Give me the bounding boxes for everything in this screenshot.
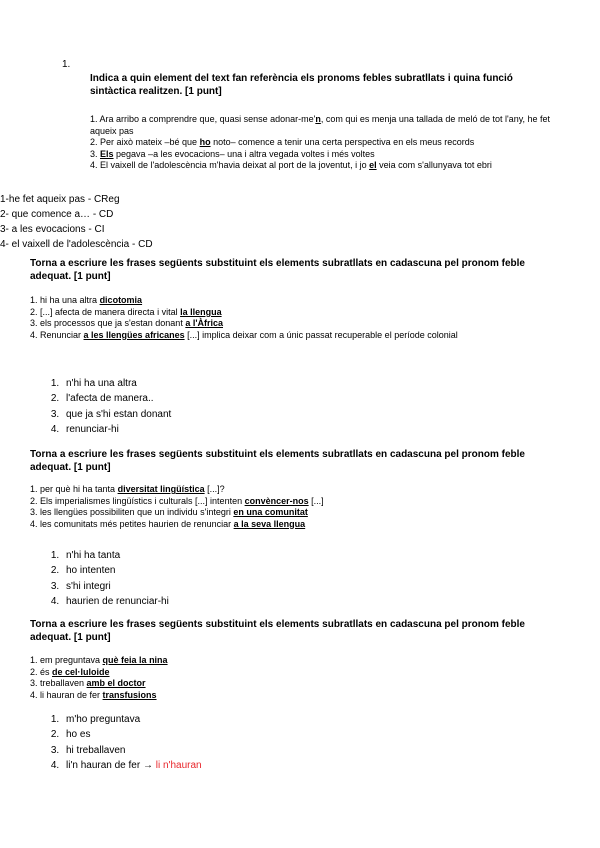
question-1-answers bbox=[0, 192, 153, 252]
answer-line: 4- el vaixell de l'adolescència - CD bbox=[0, 239, 153, 250]
question-4-heading: Torna a escriure les frases següents substituint els elements subratllats en cadascuna pel pronom feble adequat. [1 punt] bbox=[30, 619, 525, 643]
question-4-answers bbox=[30, 712, 202, 773]
sentence-3: 3. les llengües possibiliten que un individu s'integri en una comunitat bbox=[30, 507, 308, 517]
sentence-2: 2. [...] afecta de manera directa i vital la llengua bbox=[30, 306, 222, 317]
question-number: 1. bbox=[62, 59, 71, 70]
sentence-3: 3. treballaven amb el doctor bbox=[30, 678, 146, 688]
sentence-3: 3. els processos que ja s'estan donant a l'Àfrica bbox=[30, 318, 223, 328]
question-3-heading: Torna a escriure les frases següents substituint els elements subratllats en cadascuna pel pronom feble adequat. [1 punt] bbox=[30, 449, 525, 473]
answer-item: 2. ho intenten bbox=[62, 563, 169, 578]
sentence-4: 4. Renunciar a les llengües africanes [...] implica deixar com a únic passat recuperable el període colonial bbox=[30, 329, 458, 340]
sentence-2: 2. Els imperialismes lingüístics i culturals [...] intenten convèncer-nos [...] bbox=[30, 495, 324, 506]
answer-item: 3. hi treballaven bbox=[62, 743, 202, 758]
correction-text: li n'hauran bbox=[155, 759, 202, 771]
answer-item: 1. m'ho preguntava bbox=[62, 712, 202, 727]
sentence-1: 1. per què hi ha tanta diversitat lingüística [...]? bbox=[30, 484, 225, 494]
sentence-1: 1. Ara arribo a comprendre que, quasi sense adonar-me'n, com qui es menja una tallada de meló de tot l'any, he fet aqueix pas bbox=[90, 114, 551, 136]
question-3-answers bbox=[30, 548, 169, 609]
answer-item: 4. li'n hauran de fer → li n'hauran bbox=[62, 758, 202, 773]
sentence-1: 1. em preguntava què feia la nina bbox=[30, 655, 168, 665]
answer-item: 3. s'hi integri bbox=[62, 579, 169, 594]
answer-item: 1. n'hi ha tanta bbox=[62, 548, 169, 563]
question-2-sentences bbox=[30, 295, 560, 341]
question-2-answers bbox=[30, 376, 171, 437]
answer-item: 1. n'hi ha una altra bbox=[62, 376, 171, 391]
answer-item: 2. ho es bbox=[62, 727, 202, 742]
question-1-heading: Indica a quin element del text fan referència els pronoms febles subratllats i quina funció sintàctica realitzen. [1 punt] bbox=[90, 73, 513, 97]
sentence-2: 2. és de cel·luloide bbox=[30, 666, 110, 677]
sentence-4: 4. El vaixell de l'adolescència m'havia deixat al port de la joventut, i jo el veia com s'allunyava tot ebri bbox=[90, 160, 492, 170]
question-1-sentences bbox=[90, 114, 560, 172]
answer-item: 4. renunciar-hi bbox=[62, 422, 171, 437]
sentence-3: 3. Els pegava –a les evocacions– una i altra vegada voltes i més voltes bbox=[90, 148, 375, 159]
answer-line: 3- a les evocacions - CI bbox=[0, 224, 105, 235]
answer-item: 3. que ja s'hi estan donant bbox=[62, 407, 171, 422]
sentence-4: 4. li hauran de fer transfusions bbox=[30, 689, 157, 700]
sentence-4: 4. les comunitats més petites haurien de renunciar a la seva llengua bbox=[30, 518, 306, 529]
answer-item: 4. haurien de renunciar-hi bbox=[62, 594, 169, 609]
correction-arrow: → bbox=[142, 759, 153, 771]
sentence-2: 2. Per això mateix –bé que ho noto– comence a tenir una certa perspectiva en els meus records bbox=[90, 137, 475, 147]
question-2-heading: Torna a escriure les frases següents substituint els elements subratllats en cadascuna pel pronom feble adequat. [1 punt] bbox=[30, 258, 525, 282]
answer-line: 1-he fet aqueix pas - CReg bbox=[0, 194, 120, 205]
answer-line: 2- que comence a… - CD bbox=[0, 209, 114, 220]
sentence-1: 1. hi ha una altra dicotomia bbox=[30, 295, 143, 305]
question-4-sentences bbox=[30, 655, 560, 701]
answer-item: 2. l'afecta de manera.. bbox=[62, 391, 171, 406]
question-3-sentences bbox=[30, 484, 560, 530]
